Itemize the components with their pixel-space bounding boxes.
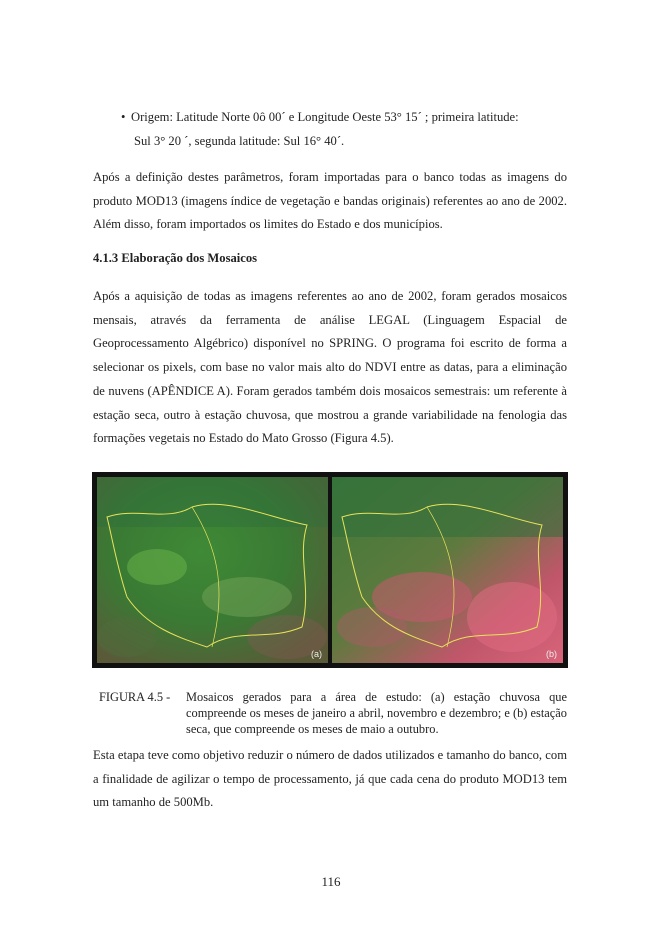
mosaic-image-dry-season bbox=[332, 477, 563, 663]
figure-mosaics bbox=[92, 472, 568, 668]
paragraph-mosaics: Após a aquisição de todas as imagens referentes ao ano de 2002, foram gerados mosaicos mensais, através da ferramenta de análise LEGAL (Linguagem Espacial de Geoprocessamento Algébrico) disponível no SPRING. O programa foi escrito de forma a selecionar os pixels, com base no valor mais alto do NDVI entre as datas, para a eliminação de nuvens (APÊNDICE A). Foram gerados também dois mosaicos semestrais: um referente à estação seca, outro à estação chuvosa, que mostrou a grande variabilidade na fenologia das formações vegetais no Estado do Mato Grosso (Figura 4.5). bbox=[93, 289, 567, 446]
mosaic-image-rainy-season bbox=[97, 477, 328, 663]
bullet-line-1: Origem: Latitude Norte 0ô 00´ e Longitude Oeste 53° 15´ ; primeira latitude: bbox=[131, 110, 519, 124]
figure-caption-label: FIGURA 4.5 - bbox=[99, 690, 171, 704]
paragraph-parameters: Após a definição destes parâmetros, foram importadas para o banco todas as imagens do produto MOD13 (imagens índice de vegetação e bandas originais) referentes ao ano de 2002. Além disso, foram importados os limites do Estado e dos municípios. bbox=[93, 170, 567, 232]
figure-caption-text: Mosaicos gerados para a área de estudo: (a) estação chuvosa que compreende os meses de janeiro a abril, novembro e dezembro; e (b) estação seca, que compreende os meses de maio a outubro. bbox=[186, 690, 567, 736]
paragraph-objective: Esta etapa teve como objetivo reduzir o número de dados utilizados e tamanho do banco, com a finalidade de agilizar o tempo de processamento, já que cada cena do produto MOD13 tem um tamanho de 500Mb. bbox=[93, 748, 567, 810]
bullet-marker: • bbox=[121, 110, 126, 124]
bullet-line-2: Sul 3° 20 ´, segunda latitude: Sul 16° 40´. bbox=[134, 133, 345, 148]
bullet-origin bbox=[121, 106, 567, 153]
section-heading: 4.1.3 Elaboração dos Mosaicos bbox=[93, 251, 258, 265]
page-number: 116 bbox=[321, 874, 341, 889]
panel-label-a: (a) bbox=[311, 649, 322, 659]
panel-label-b: (b) bbox=[546, 649, 557, 659]
